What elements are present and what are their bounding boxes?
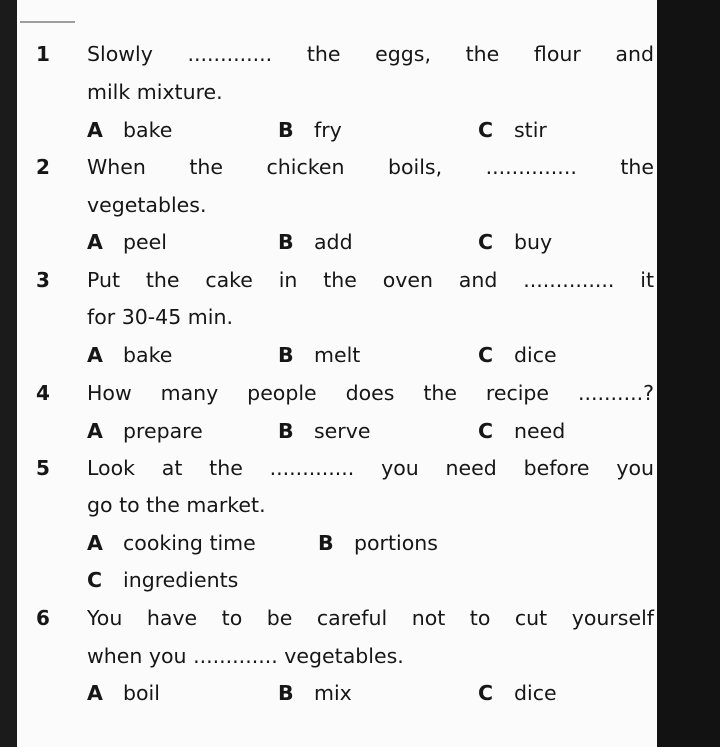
option-letter: C (478, 343, 494, 367)
answer-option[interactable] (478, 680, 557, 706)
answer-option[interactable] (87, 567, 238, 593)
question-text-line: milk mixture. (87, 80, 223, 104)
answer-option[interactable] (87, 229, 167, 255)
option-text: bake (123, 343, 173, 367)
answer-option[interactable] (87, 680, 160, 706)
right-margin-bar (657, 0, 720, 747)
option-letter: B (278, 343, 294, 367)
option-text: serve (314, 419, 371, 443)
option-text: portions (354, 531, 438, 555)
answer-option[interactable] (87, 342, 172, 368)
question-text-line: Look at the ............. you need before you (87, 456, 654, 480)
option-text: buy (514, 230, 553, 254)
option-letter: C (87, 568, 103, 592)
option-text: dice (514, 681, 557, 705)
question-number: 3 (36, 268, 50, 292)
option-letter: B (318, 531, 334, 555)
answer-option[interactable] (318, 530, 438, 556)
question-text-line: for 30-45 min. (87, 305, 233, 329)
question-text-line: when you ............. vegetables. (87, 644, 404, 668)
top-rule (20, 21, 75, 23)
option-letter: B (278, 681, 294, 705)
question-text-line: Slowly ............. the eggs, the flour and (87, 42, 654, 66)
option-text: peel (123, 230, 167, 254)
option-letter: B (278, 118, 294, 142)
question-number: 6 (36, 606, 50, 630)
answer-option[interactable] (278, 342, 360, 368)
answer-option[interactable] (87, 530, 256, 556)
option-text: add (314, 230, 353, 254)
answer-option[interactable] (478, 342, 557, 368)
answer-option[interactable] (278, 680, 352, 706)
question-text-line: You have to be careful not to cut yourself (87, 606, 654, 630)
option-text: prepare (123, 419, 203, 443)
answer-option[interactable] (278, 418, 370, 444)
option-text: dice (514, 343, 557, 367)
option-letter: A (87, 681, 103, 705)
answer-option[interactable] (478, 117, 547, 143)
answer-option[interactable] (87, 117, 172, 143)
answer-option[interactable] (87, 418, 203, 444)
question-text-line: go to the market. (87, 493, 266, 517)
option-letter: B (278, 230, 294, 254)
option-text: bake (123, 118, 173, 142)
question-text-line: How many people does the recipe ..........? (87, 381, 654, 405)
option-letter: A (87, 118, 103, 142)
answer-option[interactable] (278, 229, 353, 255)
option-text: stir (514, 118, 547, 142)
question-number: 5 (36, 456, 50, 480)
option-text: ingredients (123, 568, 239, 592)
option-letter: C (478, 419, 494, 443)
option-text: cooking time (123, 531, 256, 555)
question-text-line: vegetables. (87, 193, 207, 217)
option-letter: C (478, 118, 494, 142)
answer-option[interactable] (478, 229, 552, 255)
option-letter: B (278, 419, 294, 443)
option-text: mix (314, 681, 352, 705)
option-text: fry (314, 118, 342, 142)
question-number: 2 (36, 155, 50, 179)
question-number: 1 (36, 42, 50, 66)
answer-option[interactable] (478, 418, 565, 444)
option-letter: C (478, 681, 494, 705)
question-text-line: When the chicken boils, .............. the (87, 155, 654, 179)
option-text: melt (314, 343, 361, 367)
answer-option[interactable] (278, 117, 342, 143)
option-letter: A (87, 419, 103, 443)
option-text: boil (123, 681, 160, 705)
question-text-line: Put the cake in the oven and .............. it (87, 268, 654, 292)
option-letter: C (478, 230, 494, 254)
option-letter: A (87, 343, 103, 367)
option-letter: A (87, 230, 103, 254)
question-number: 4 (36, 381, 50, 405)
option-text: need (514, 419, 566, 443)
option-letter: A (87, 531, 103, 555)
worksheet-page (17, 0, 657, 747)
